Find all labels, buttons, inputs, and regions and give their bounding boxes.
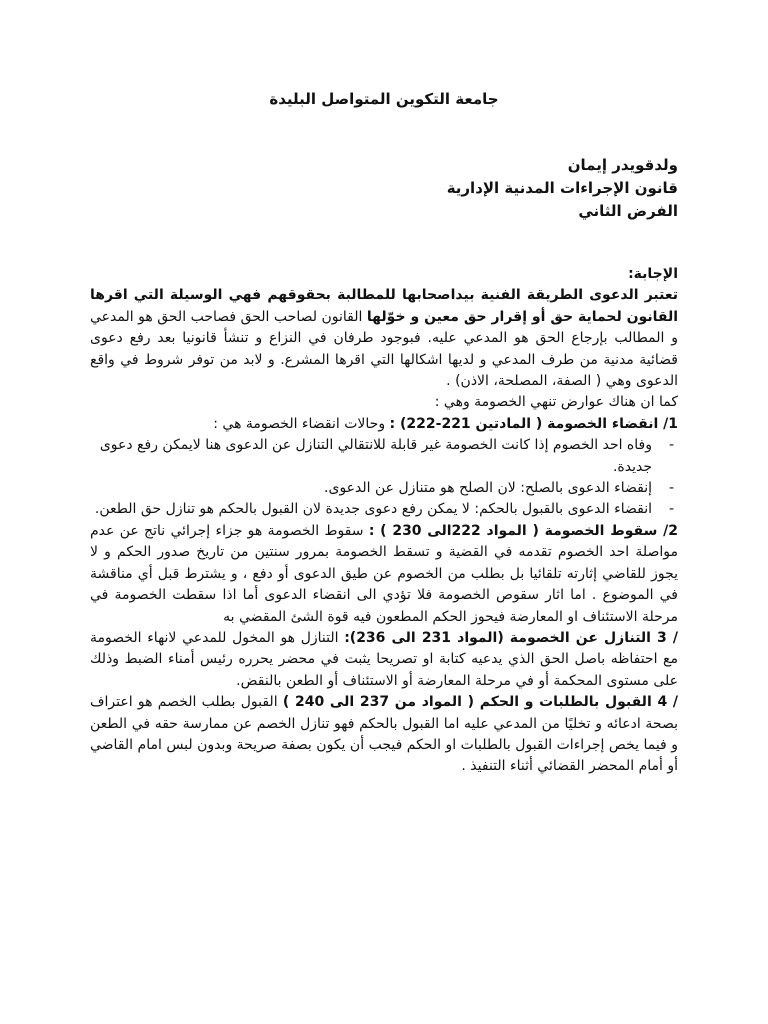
section-4-text: القبول بطلب الخصم هو اعتراف بصحة ادعائه و تخليًا من المدعي عليه اما القبول بالحكم فهو تنازل الخصم عن ممارسة حقه في الطعن و فيما يخص إجراءات القبول بالطلبات او الحكم فيجب أن يكون بصفة صريحة وبدون لبس امام القاضي أو أمام المحضر القضائي أثناء التنفيذ .	[90, 694, 678, 775]
section-1-heading: 1/ انقضاء الخصومة ( المادتين 221-222) :	[389, 415, 678, 432]
section-4	[90, 692, 678, 778]
section-2-text: سقوط الخصومة هو جزاء إجرائي ناتج عن عدم مواصلة احد الخصوم تقدمه في القضية و تسقط الخصومة بمرور سنتين من تاريخ صدور الحكم و لا يجوز للقاضي إثارته تلقائيا بل بطلب من الخصوم عن طيق الدعوى أو دفع ، و يشترط قبل أي مناقشة في الموضوع . اما اثار سقوص الخصومة فلا تؤدي الى انقضاء الدعوى أما اذا سقطت الخصومة في مرحلة الاستئناف او المعارضة فيحوز الحكم المطعون فيه قوة الشئ المقضي به	[90, 522, 678, 625]
section-3-text: التنازل هو المخول للمدعي لانهاء الخصومة مع احتفاظه باصل الحق الذي يدعيه كتابة او تصريحا يثبت في محضر يحرره رئيس أمناء الضبط وذلك على مستوى المحكمة أو في مرحلة المعارضة أو الاستئناف أو الطعن بالنقض.	[90, 629, 678, 689]
list-item: - انقضاء الدعوى بالقبول بالحكم: لا يمكن رفع دعوى جديدة لان القبول بالحكم هو تنازل حق الطعن.	[90, 499, 652, 520]
section-1	[90, 414, 678, 435]
assignment-name: الفرض الثاني	[578, 202, 678, 220]
section-1-list	[90, 435, 678, 521]
intro-rest-text: القانون لصاحب الحق فصاحب الحق هو المدعي و المطالب بإرجاع الحق هو المدعي عليه. فبوجود طرفان في النزاع و تنشأ قانونيا بعد رفع دعوى قضائية مدنية من طرف المدعي و لديها اشكالها التي اقرها المشرع. و لابد من توفر شروط في واقع الدعوى وهي ( الصفة، المصلحة، الاذن) .	[90, 308, 678, 390]
student-info	[78, 154, 678, 223]
transition-line: كما ان هناك عوارض تنهي الخصومة وهي :	[434, 394, 678, 411]
section-4-heading: / 4 القبول بالطلبات و الحكم ( المواد من 237 الى 240 )	[282, 694, 678, 711]
answer-body	[90, 264, 678, 778]
section-3-heading: / 3 التنازل عن الخصومة (المواد 231 الى 236):	[344, 629, 678, 646]
list-item: - إنقضاء الدعوى بالصلح: لان الصلح هو متنازل عن الدعوى.	[90, 478, 652, 499]
course-name: قانون الإجراءات المدنية الإدارية	[446, 179, 678, 197]
answer-label: الإجابة:	[628, 266, 678, 282]
list-item: - وفاه احد الخصوم إذا كانت الخصومة غير قابلة للانتقالي التنازل عن الدعوى هنا لايمكن رفع دعوى جديدة.	[90, 435, 652, 478]
intro-bold-text: تعتبر الدعوى الطريقة الفنية بيداصحابها للمطالبة بحقوقهم فهي الوسيلة التي اقرها القانون لحماية حق أو إقرار حق معين و خوّلها	[90, 287, 679, 325]
university-title: جامعة التكوين المتواصل البليدة	[269, 90, 499, 108]
section-2-heading: 2/ سقوط الخصومة ( المواد 222الى 230 ) :	[368, 522, 679, 539]
section-3	[90, 628, 678, 692]
section-1-text: وحالات انقضاء الخصومة هي :	[213, 415, 390, 432]
intro-paragraph	[90, 285, 678, 392]
student-name: ولدقويدر إيمان	[567, 156, 678, 174]
section-2	[90, 521, 678, 628]
